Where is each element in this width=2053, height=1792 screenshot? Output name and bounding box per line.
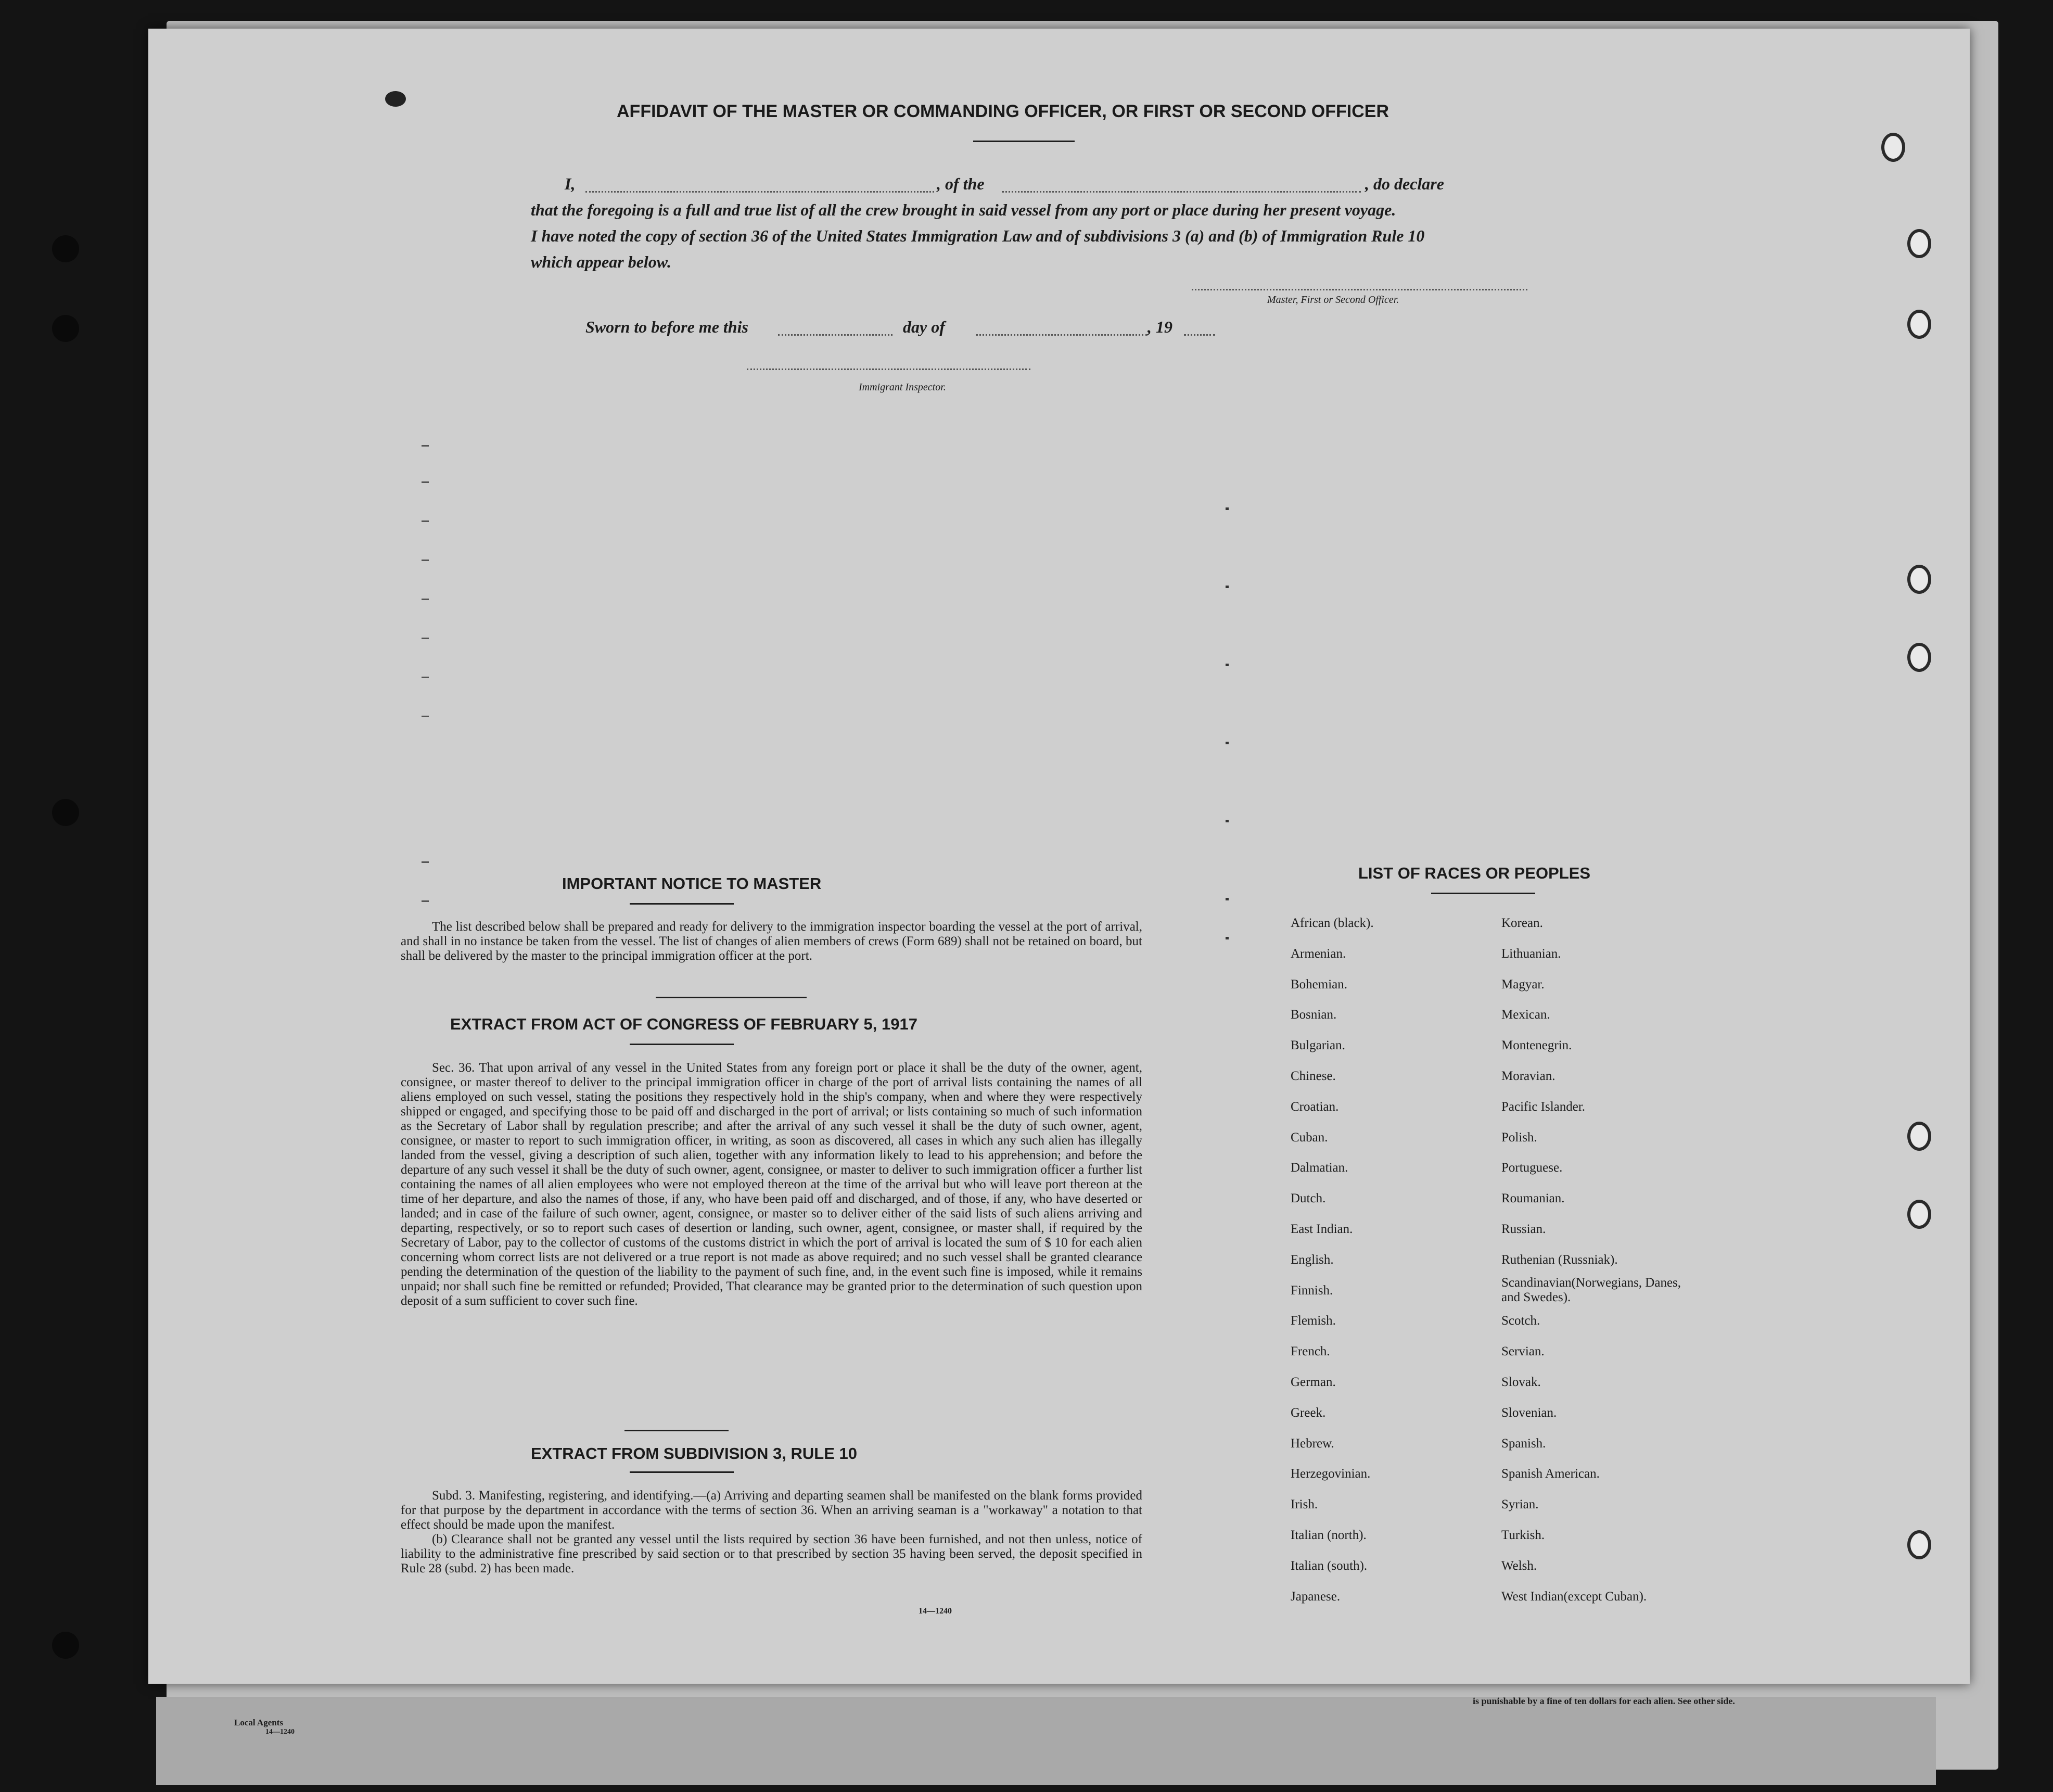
race-item: Finnish. bbox=[1291, 1283, 1333, 1298]
race-item: East Indian. bbox=[1291, 1222, 1353, 1236]
affidavit-line3: I have noted the copy of section 36 of the United States Immigration Law and of subdivisions 3 (a) and (b) of Immigration Rule 10 bbox=[531, 226, 1425, 245]
race-item: Chinese. bbox=[1291, 1069, 1336, 1083]
race-item: Greek. bbox=[1291, 1405, 1326, 1420]
ring-hole bbox=[1907, 565, 1931, 594]
ring-hole bbox=[1907, 1200, 1931, 1229]
race-item: Korean. bbox=[1501, 916, 1543, 930]
race-item: Armenian. bbox=[1291, 946, 1346, 961]
race-item: Welsh. bbox=[1501, 1558, 1537, 1573]
punch-hole bbox=[52, 235, 79, 262]
staple-mark bbox=[385, 91, 406, 107]
name-field[interactable] bbox=[585, 191, 934, 193]
affidavit-line2: that the foregoing is a full and true list of all the crew brought in said vessel from any port or place during her present voyage. bbox=[531, 200, 1396, 219]
sworn-year: , 19 bbox=[1147, 317, 1172, 336]
race-item: Roumanian. bbox=[1501, 1191, 1565, 1206]
race-item: Russian. bbox=[1501, 1222, 1546, 1236]
race-item: Bohemian. bbox=[1291, 977, 1348, 992]
race-item: Turkish. bbox=[1501, 1528, 1545, 1542]
race-item: Italian (south). bbox=[1291, 1558, 1368, 1573]
rule-text: Subd. 3. Manifesting, registering, and identifying.—(a) Arriving and departing seamen shall be manifested on the blank forms provided for that purpose by the department in accordance with the terms of section 36. When an arriving seaman is a "workaway" a notation to that effect should be made upon the manifest. (b) Clearance shall not be granted any vessel until the lists required by section 36 have been furnished, and not then unless, notice of liability to the administrative fine prescribed by said section or to that prescribed by section 35 having been served, the deposit specified in Rule 28 (subd. 2) has been made. bbox=[401, 1489, 1142, 1575]
races-col2 bbox=[1501, 908, 1689, 1612]
notice-text: The list described below shall be prepared and ready for delivery to the immigration inspector boarding the vessel at the port of arrival, and shall in no instance be taken from the vessel. The list of changes of alien members of crews (Form 689) shall not be retained on board, but shall be delivered by the master to the principal immigration officer at the port. bbox=[401, 920, 1142, 963]
signature-label: Master, First or Second Officer. bbox=[1267, 294, 1399, 306]
race-item: Hebrew. bbox=[1291, 1436, 1334, 1451]
race-item: Ruthenian (Russniak). bbox=[1501, 1252, 1618, 1267]
signature-field[interactable] bbox=[1192, 289, 1527, 290]
race-item: Lithuanian. bbox=[1501, 946, 1561, 961]
race-item: Bosnian. bbox=[1291, 1008, 1337, 1022]
sworn-label: Sworn to before me this bbox=[585, 317, 748, 336]
document-page bbox=[148, 29, 1970, 1684]
race-item: Herzegovinian. bbox=[1291, 1467, 1371, 1481]
ring-hole bbox=[1907, 1122, 1931, 1151]
race-item: Croatian. bbox=[1291, 1099, 1339, 1114]
footer-local-agents: Local Agents bbox=[234, 1718, 283, 1727]
sworn-year-field[interactable] bbox=[1184, 334, 1215, 336]
race-item: Spanish American. bbox=[1501, 1467, 1600, 1481]
race-item: German. bbox=[1291, 1375, 1336, 1389]
race-item: French. bbox=[1291, 1344, 1330, 1359]
race-item: Polish. bbox=[1501, 1130, 1537, 1145]
ring-hole bbox=[1907, 643, 1931, 672]
race-item: Slovak. bbox=[1501, 1375, 1541, 1389]
vessel-field[interactable] bbox=[1002, 191, 1361, 193]
punch-hole bbox=[52, 1632, 79, 1659]
affidavit-declare: , do declare bbox=[1365, 174, 1444, 193]
ring-hole bbox=[1907, 1530, 1931, 1559]
races-title: LIST OF RACES OR PEOPLES bbox=[1358, 864, 1591, 882]
footer-form-no: 14—1240 bbox=[265, 1728, 295, 1736]
title-rule bbox=[973, 141, 1075, 142]
races-col1 bbox=[1291, 908, 1374, 1612]
sworn-day-of: day of bbox=[903, 317, 945, 336]
affidavit-title: AFFIDAVIT OF THE MASTER OR COMMANDING OFFICER, OR FIRST OR SECOND OFFICER bbox=[617, 101, 1389, 121]
race-item: Mexican. bbox=[1501, 1008, 1550, 1022]
form-number: 14—1240 bbox=[919, 1607, 952, 1616]
notice-title: IMPORTANT NOTICE TO MASTER bbox=[562, 874, 822, 893]
ring-hole bbox=[1907, 229, 1931, 258]
affidavit-line4: which appear below. bbox=[531, 252, 671, 271]
race-item: Servian. bbox=[1501, 1344, 1545, 1359]
race-item: Portuguese. bbox=[1501, 1161, 1563, 1175]
race-item: Spanish. bbox=[1501, 1436, 1546, 1451]
rule-title: EXTRACT FROM SUBDIVISION 3, RULE 10 bbox=[531, 1444, 857, 1463]
punch-hole bbox=[52, 799, 79, 826]
race-item: Montenegrin. bbox=[1501, 1038, 1572, 1053]
race-item: African (black). bbox=[1291, 916, 1374, 930]
act-title: EXTRACT FROM ACT OF CONGRESS OF FEBRUARY 5, 1917 bbox=[450, 1015, 917, 1033]
race-item: Scandinavian(Norwegians, Danes, and Swedes). bbox=[1501, 1275, 1681, 1304]
race-item: Italian (north). bbox=[1291, 1528, 1367, 1542]
race-item: Syrian. bbox=[1501, 1497, 1539, 1512]
race-item: Japanese. bbox=[1291, 1589, 1341, 1604]
ring-hole bbox=[1881, 133, 1905, 162]
ring-hole bbox=[1907, 310, 1931, 339]
race-item: Flemish. bbox=[1291, 1314, 1336, 1328]
act-text: Sec. 36. That upon arrival of any vessel in the United States from any foreign port or place it shall be the duty of the owner, agent, consignee, or master thereof to deliver to the principal immigration officer in charge of the port of arrival lists containing the names of all aliens employed on such vessel, stating the positions they respectively hold in the ship's company, when and where they were respectively shipped or engaged, and specifying those to be paid off and discharged in the port of arrival; or lists containing so much of such information as the Secretary of Labor shall by regulation prescribe; and after the arrival of any such vessel it shall be the duty of such owner, agent, consignee, or master to report to such immigration officer, in writing, as soon as discovered, all cases in which any such alien has illegally landed from the vessel, giving a description of such alien, together with any information likely to lead to his apprehension; and before the departure of any such vessel it shall be the duty of such owner, agent, consignee, or master to deliver to such immigration officer a further list containing the names of all alien employees who were not employed thereon at the time of the arrival but who will leave port thereon at the time of her departure, and also the names of those, if any, who have been paid off and discharged, and of those, if any, who have deserted or landed; and in case of the failure of such owner, agent, consignee, or master so to deliver either of the said lists of such aliens arriving and departing, respectively, or so to report such cases of desertion or landing, such owner, agent, consignee, or master shall, if required by the Secretary of Labor, pay to the collector of customs of the customs district in which the port of arrival is located the sum of $ 10 for each alien concerning whom correct lists are not delivered or a true report is not made as above required; and no such vessel shall be granted clearance pending the determination of the question of the liability to the payment of such fine, and, in the event such fine is imposed, while it remains unpaid; nor shall such fine be remitted or refunded; Provided, That clearance may be granted prior to the determination of such question upon deposit of a sum sufficient to cover such fine. bbox=[401, 1061, 1142, 1308]
race-item: Pacific Islander. bbox=[1501, 1099, 1586, 1114]
inspector-label: Immigrant Inspector. bbox=[859, 382, 946, 393]
affidavit-i: I, bbox=[565, 174, 576, 193]
race-item: Dalmatian. bbox=[1291, 1161, 1348, 1175]
race-item: English. bbox=[1291, 1252, 1334, 1267]
race-item: West Indian(except Cuban). bbox=[1501, 1589, 1647, 1604]
underlying-sheet-edge bbox=[156, 1697, 1936, 1785]
punch-hole bbox=[52, 315, 79, 342]
race-item: Bulgarian. bbox=[1291, 1038, 1345, 1053]
race-item: Dutch. bbox=[1291, 1191, 1326, 1206]
race-item: Scotch. bbox=[1501, 1314, 1540, 1328]
inspector-field[interactable] bbox=[747, 368, 1030, 370]
race-item: Cuban. bbox=[1291, 1130, 1328, 1145]
race-item: Moravian. bbox=[1501, 1069, 1555, 1083]
footer-fine-note: is punishable by a fine of ten dollars for each alien. See other side. bbox=[1473, 1696, 1735, 1706]
sworn-month-field[interactable] bbox=[976, 334, 1147, 336]
race-item: Irish. bbox=[1291, 1497, 1318, 1512]
sworn-day-field[interactable] bbox=[778, 334, 892, 336]
affidavit-of-the: , of the bbox=[937, 174, 985, 193]
race-item: Magyar. bbox=[1501, 977, 1545, 992]
race-item: Slovenian. bbox=[1501, 1405, 1557, 1420]
